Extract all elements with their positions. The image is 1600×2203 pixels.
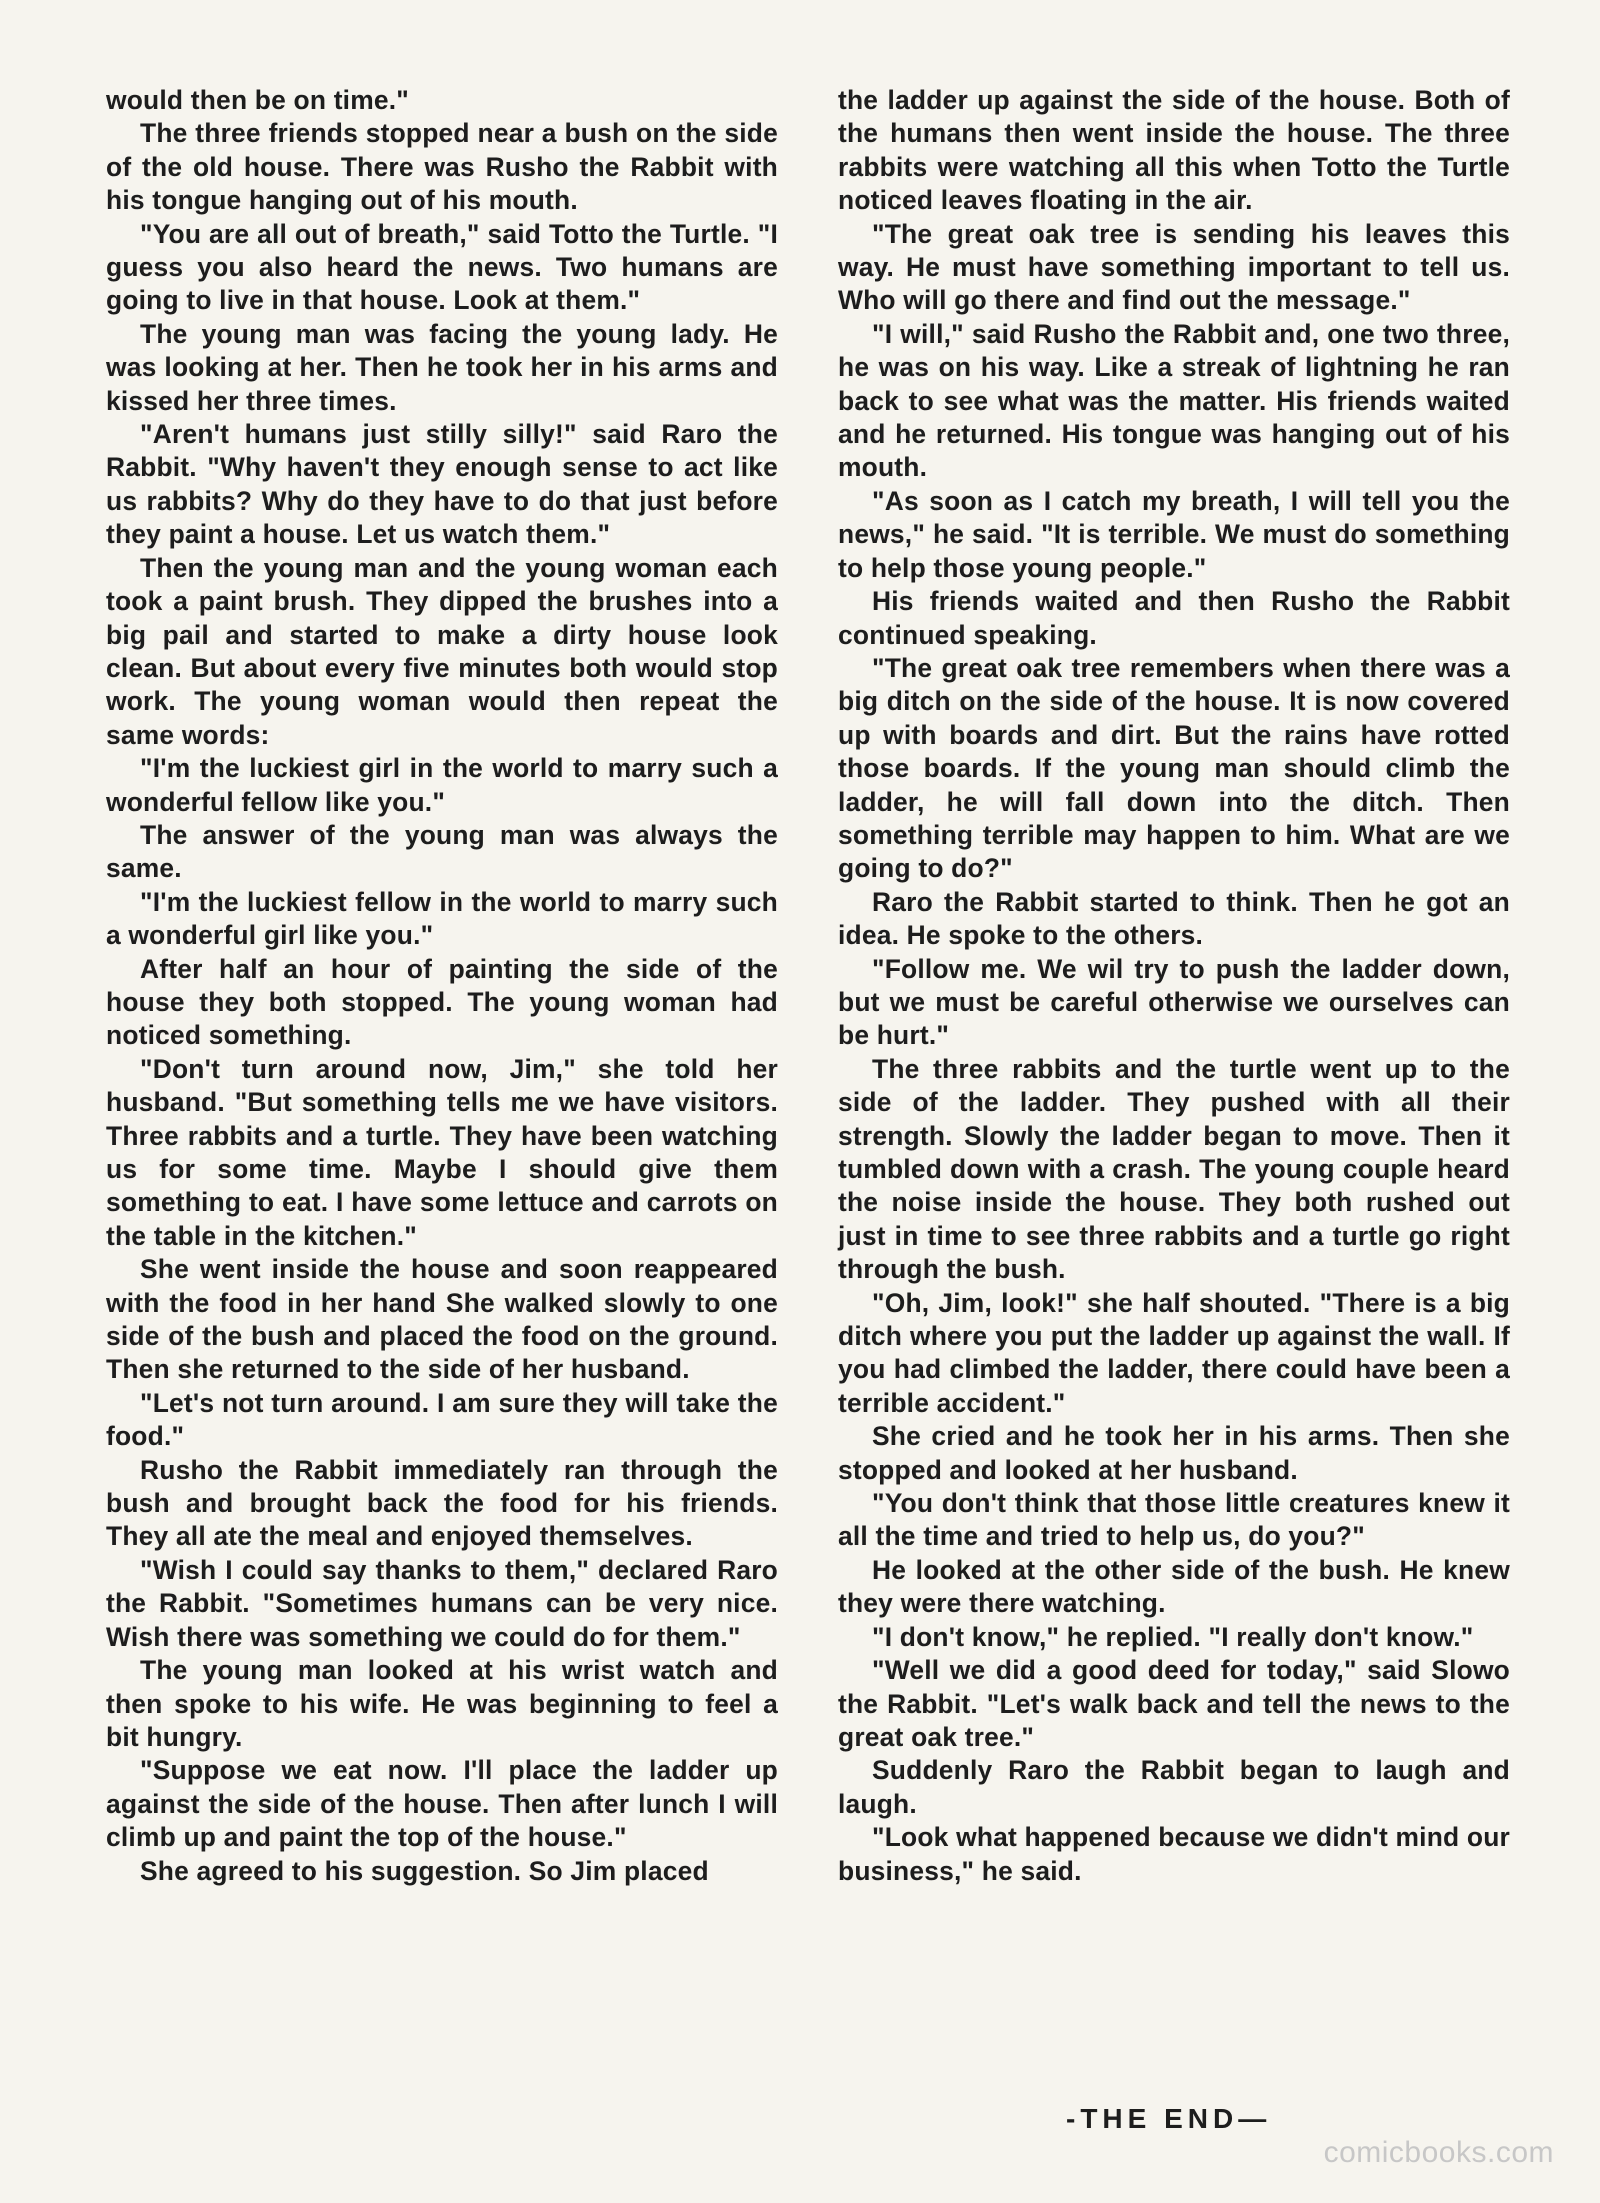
the-end-mark: -THE END—	[1066, 2103, 1272, 2134]
story-paragraph: the ladder up against the side of the house. Both of the humans then went inside the house. The three rabbits were watching all this when Totto the Turtle noticed leaves floating in the air.	[838, 85, 1510, 216]
story-paragraph: "I'm the luckiest girl in the world to marry such a wonderful fellow like you."	[106, 753, 778, 817]
story-paragraph: She went inside the house and soon reappeared with the food in her hand She walked slowly to one side of the bush and placed the food on the ground. Then she returned to the side of her husband.	[106, 1254, 778, 1385]
story-paragraph: Rusho the Rabbit immediately ran through the bush and brought back the food for his friends. They all ate the meal and enjoyed themselves.	[106, 1454, 778, 1552]
story-paragraph: "You are all out of breath," said Totto the Turtle. "I guess you also heard the news. Two humans are going to live in that house. Look at them."	[106, 218, 778, 316]
story-paragraph: "I'm the luckiest fellow in the world to marry such a wonderful girl like you."	[106, 886, 778, 951]
story-paragraph: would then be on time."	[106, 85, 410, 115]
story-paragraph: "You don't think that those little creatures knew it all the time and tried to help us, do you?"	[838, 1488, 1510, 1552]
story-paragraph: Suddenly Raro the Rabbit began to laugh and laugh.	[838, 1755, 1510, 1819]
story-paragraph: The young man was facing the young lady. He was looking at her. Then he took her in his arms and kissed her three times.	[106, 318, 778, 416]
story-paragraph: "Look what happened because we didn't mind our business," he said.	[838, 1822, 1510, 1886]
story-paragraph: She cried and he took her in his arms. Then she stopped and looked at her husband.	[838, 1421, 1510, 1485]
story-paragraph: "I will," said Rusho the Rabbit and, one two three, he was on his way. Like a streak of lightning he ran back to see what was the matter. His friends waited and he returned. His tongue was hanging out of his mouth.	[838, 318, 1510, 483]
story-paragraph: "Follow me. We wil try to push the ladder down, but we must be careful otherwise we ourselves can be hurt."	[838, 953, 1510, 1051]
story-column-right	[838, 84, 1510, 1888]
story-paragraph: "I don't know," he replied. "I really don't know."	[872, 1621, 1474, 1652]
story-paragraph: His friends waited and then Rusho the Rabbit continued speaking.	[838, 586, 1510, 650]
story-paragraph: "The great oak tree is sending his leaves this way. He must have something important to tell us. Who will go there and find out the message."	[838, 218, 1510, 316]
story-paragraph: "Let's not turn around. I am sure they will take the food."	[106, 1387, 778, 1452]
story-paragraph: "The great oak tree remembers when there was a big ditch on the side of the house. It is now covered up with boards and dirt. But the rains have rotted those boards. If the young man should climb the ladder, he will fall down into the ditch. Then something terrible may happen to him. What are we going to do?"	[838, 652, 1510, 884]
story-paragraph: "Aren't humans just stilly silly!" said Raro the Rabbit. "Why haven't they enough sense to act like us rabbits? Why do they have to do that just before they paint a house. Let us watch them."	[106, 419, 778, 550]
story-paragraph: "Don't turn around now, Jim," she told her husband. "But something tells me we have visitors. Three rabbits and a turtle. They have been watching us for some time. Maybe I should give them something to eat. I have some lettuce and carrots on the table in the kitchen."	[106, 1053, 778, 1251]
story-paragraph: The three friends stopped near a bush on the side of the old house. There was Rusho the Rabbit with his tongue hanging out of his mouth.	[106, 118, 778, 216]
story-paragraph: "Oh, Jim, look!" she half shouted. "There is a big ditch where you put the ladder up against the wall. If you had climbed the ladder, there could have been a terrible accident."	[838, 1287, 1510, 1418]
story-paragraph: She agreed to his suggestion. So Jim placed	[140, 1855, 709, 1886]
watermark: comicbooks.com	[1323, 2136, 1554, 2169]
story-paragraph: "Wish I could say thanks to them," declared Raro the Rabbit. "Sometimes humans can be very nice. Wish there was something we could do for them."	[106, 1554, 778, 1652]
story-paragraph: "Suppose we eat now. I'll place the ladder up against the side of the house. Then after lunch I will climb up and paint the top of the house."	[106, 1755, 778, 1853]
story-paragraph: Raro the Rabbit started to think. Then he got an idea. He spoke to the others.	[838, 886, 1510, 951]
story-paragraph: After half an hour of painting the side of the house they both stopped. The young woman had noticed something.	[106, 953, 778, 1051]
story-paragraph: "Well we did a good deed for today," said Slowo the Rabbit. "Let's walk back and tell the news to the great oak tree."	[838, 1655, 1510, 1752]
story-paragraph: The young man looked at his wrist watch and then spoke to his wife. He was beginning to feel a bit hungry.	[106, 1655, 778, 1752]
story-paragraph: The three rabbits and the turtle went up to the side of the ladder. They pushed with all their strength. Slowly the ladder began to move. Then it tumbled down with a crash. The young couple heard the noise inside the house. They both rushed out just in time to see three rabbits and a turtle go right through the bush.	[838, 1053, 1510, 1285]
story-paragraph: The answer of the young man was always the same.	[106, 819, 778, 884]
story-column-left	[106, 84, 778, 1888]
story-paragraph: "As soon as I catch my breath, I will tell you the news," he said. "It is terrible. We must do something to help those young people."	[838, 485, 1510, 583]
story-paragraph: He looked at the other side of the bush. He knew they were there watching.	[838, 1554, 1510, 1619]
story-paragraph: Then the young man and the young woman each took a paint brush. They dipped the brushes into a big pail and started to make a dirty house look clean. But about every five minutes both would stop work. The young woman would then repeat the same words:	[106, 552, 778, 750]
